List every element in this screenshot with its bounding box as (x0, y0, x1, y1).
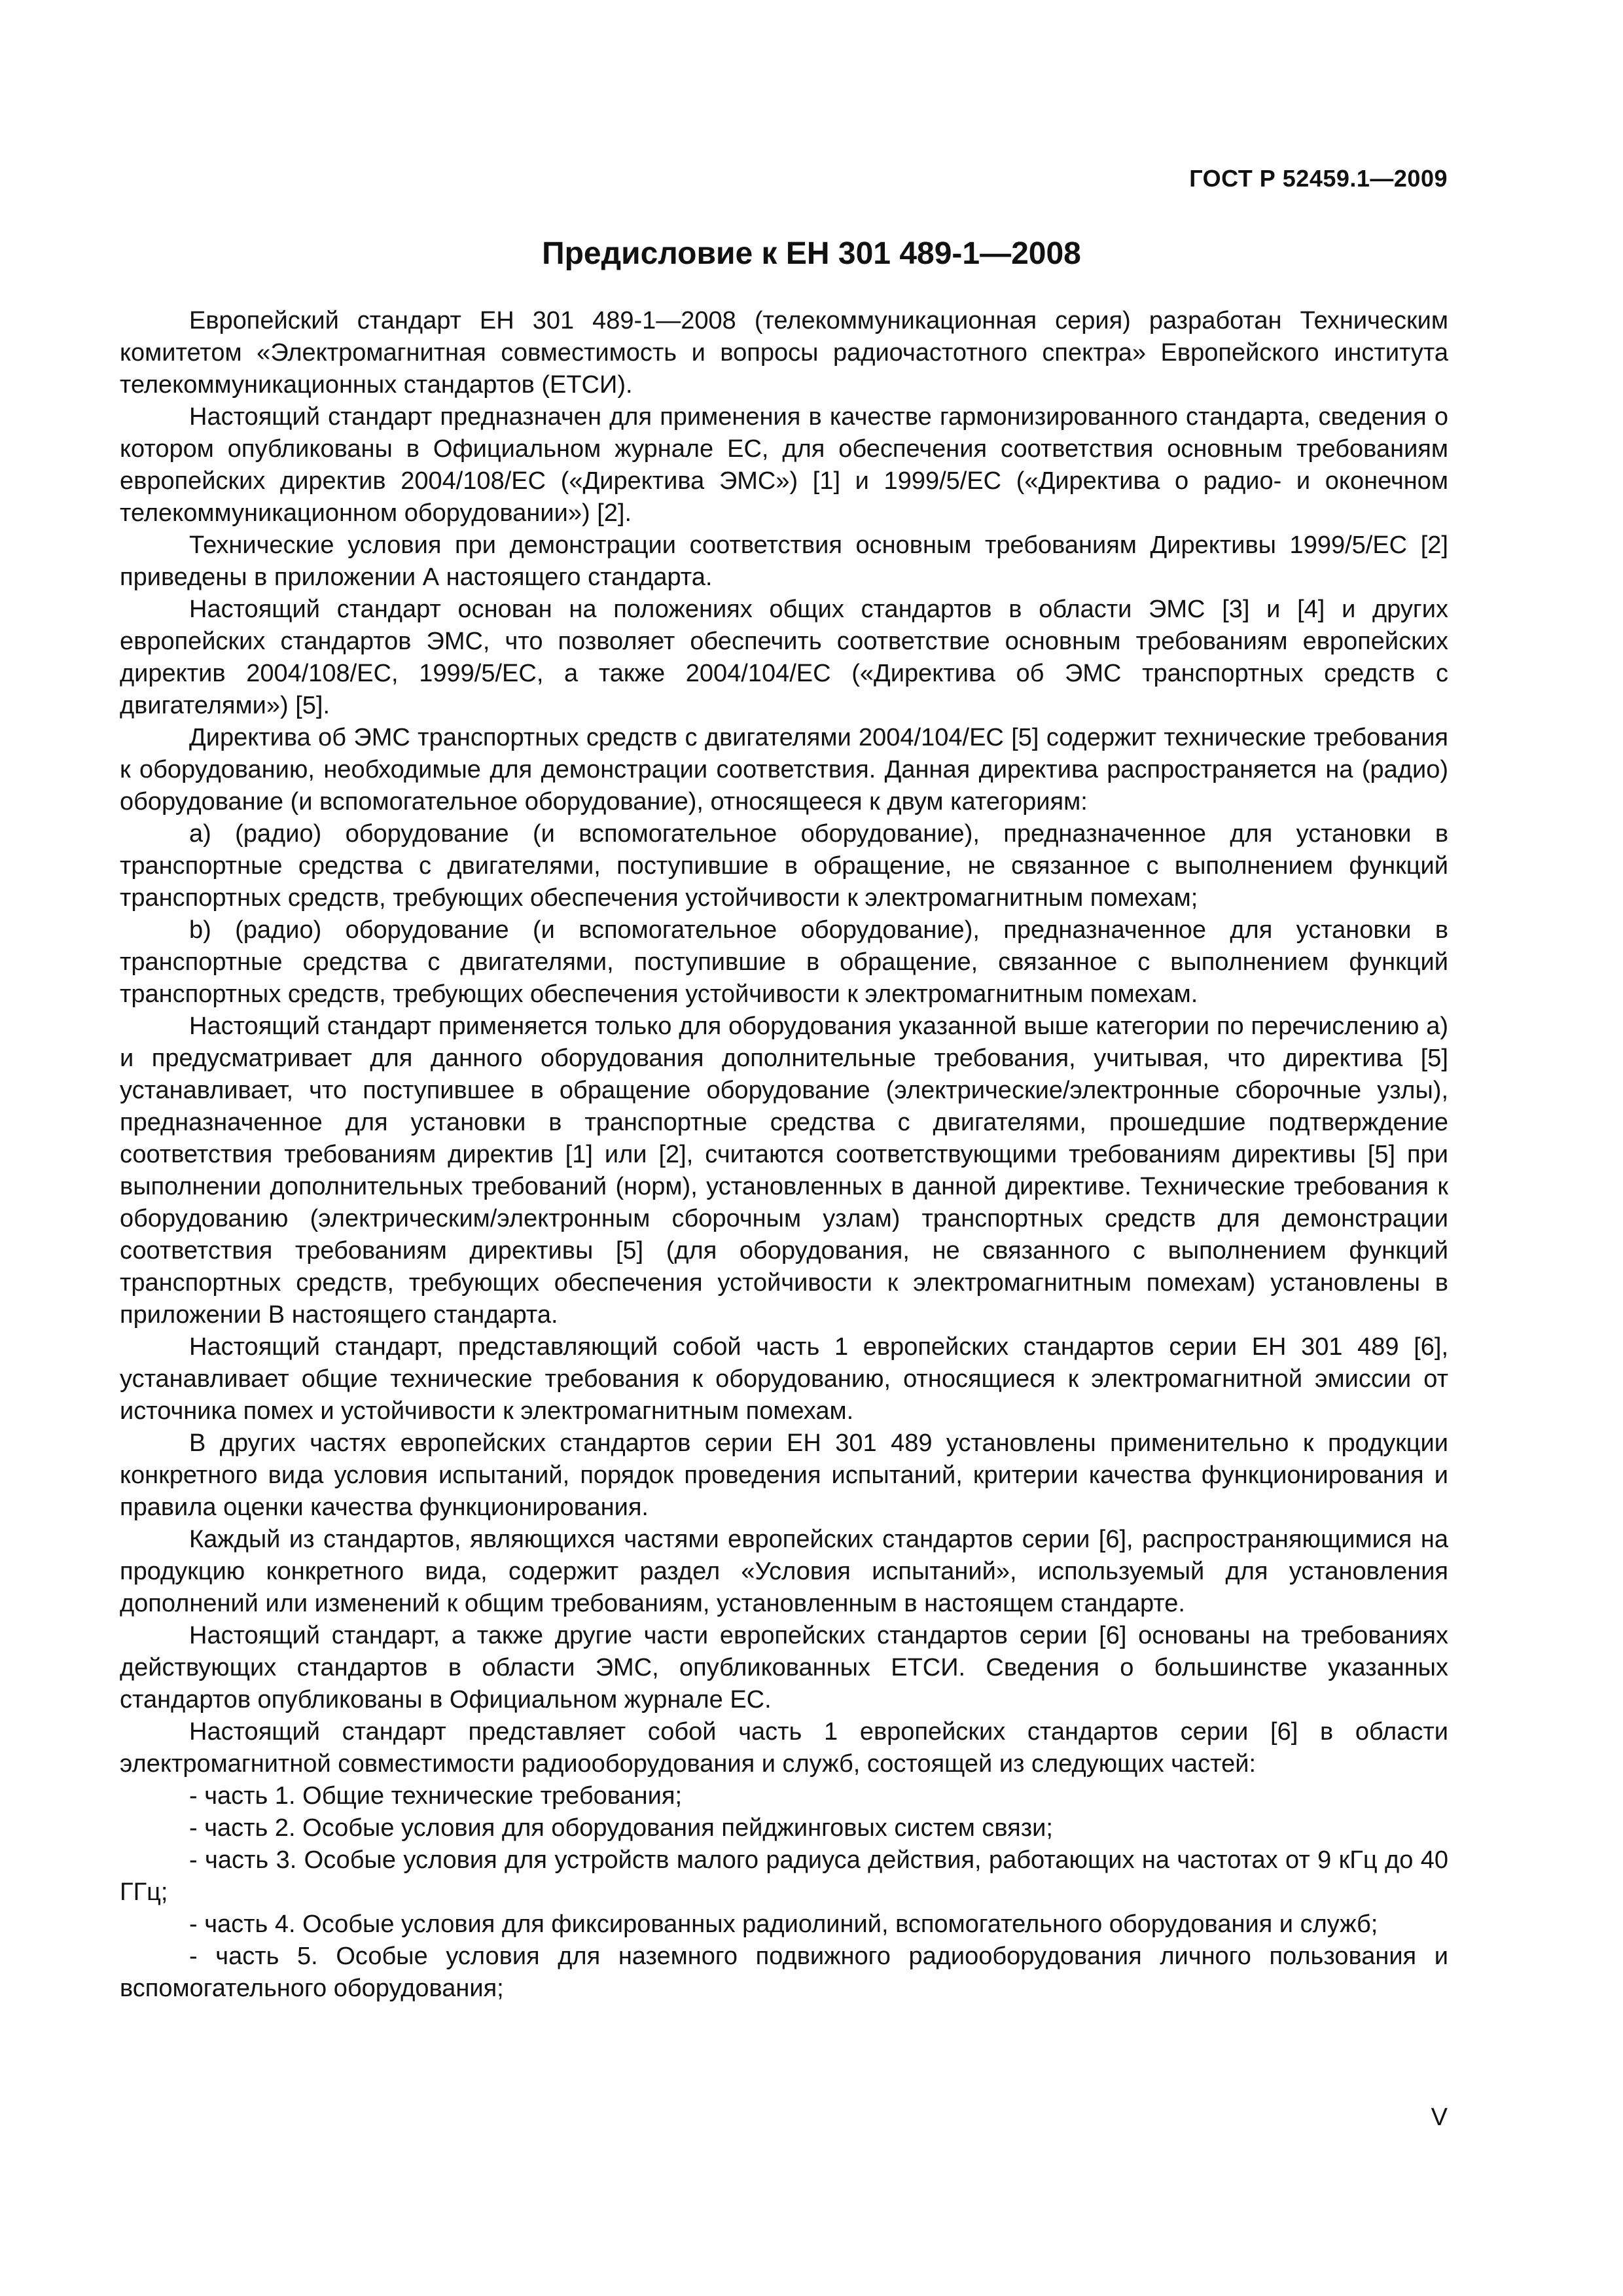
body-text (120, 305, 1448, 2005)
list-item-part: - часть 2. Особые условия для оборудования пейджинговых систем связи; (189, 1814, 1053, 1842)
paragraph: Настоящий стандарт представляет собой часть 1 европейских стандартов серии [6] в области электромагнитной совместимости радиооборудования и служб, состоящей из следующих частей: (120, 1718, 1448, 1778)
page-number: V (1431, 2104, 1448, 2131)
document-code: ГОСТ Р 52459.1—2009 (1189, 165, 1448, 192)
list-item-part: - часть 5. Особые условия для наземного подвижного радиооборудования личного пользования и вспомогательного оборудования; (120, 1943, 1448, 2002)
list-item-part: - часть 3. Особые условия для устройств малого радиуса действия, работающих на частотах от 9 кГц до 40 ГГц; (120, 1846, 1448, 1906)
paragraph: Директива об ЭМС транспортных средств с двигателями 2004/104/ЕС [5] содержит технические требования к оборудованию, необходимые для демонстрации соответствия. Данная директива распространяется на (радио) оборудование (и вспомогательное оборудование), относящееся к двум категориям: (120, 724, 1448, 816)
list-item-a: a) (радио) оборудование (и вспомогательное оборудование), предназначенное для установки в транспортные средства с двигателями, поступившие в обращение, не связанное с выполнением функций транспортных средств, требующих обеспечения устойчивости к электромагнитным помехам; (120, 820, 1448, 912)
paragraph: Настоящий стандарт, а также другие части европейских стандартов серии [6] основаны на требованиях действующих стандартов в области ЭМС, опубликованных ЕТСИ. Сведения о большинстве указанных стандартов опубликованы в Официальном журнале ЕС. (120, 1622, 1448, 1713)
paragraph: Каждый из стандартов, являющихся частями европейских стандартов серии [6], распространяющимися на продукцию конкретного вида, содержит раздел «Условия испытаний», используемый для установления дополнений или изменений к общим требованиям, установленным в настоящем стандарте. (120, 1526, 1448, 1617)
paragraph: Технические условия при демонстрации соответствия основным требованиям Директивы 1999/5/ЕС [2] приведены в приложении А настоящего стандарта. (120, 531, 1448, 591)
list-item-part: - часть 4. Особые условия для фиксированных радиолиний, вспомогательного оборудования и служб; (189, 1910, 1378, 1938)
paragraph: В других частях европейских стандартов серии ЕН 301 489 установлены применительно к продукции конкретного вида условия испытаний, порядок проведения испытаний, критерии качества функционирования и правила оценки качества функционирования. (120, 1429, 1448, 1521)
paragraph: Настоящий стандарт предназначен для применения в качестве гармонизированного стандарта, сведения о котором опубликованы в Официальном журнале ЕС, для обеспечения соответствия основным требованиям европейских директив 2004/108/ЕС («Директива ЭМС») [1] и 1999/5/ЕС («Директива о радио- и оконечном телекоммуникационном оборудовании») [2]. (120, 403, 1448, 527)
paragraph: Европейский стандарт ЕН 301 489-1—2008 (телекоммуникационная серия) разработан Техническим комитетом «Электромагнитная совместимость и вопросы радиочастотного спектра» Европейского института телекоммуникационных стандартов (ЕТСИ). (120, 307, 1448, 399)
section-title: Предисловие к ЕН 301 489-1—2008 (542, 236, 1081, 271)
list-item-part: - часть 1. Общие технические требования; (189, 1782, 683, 1810)
paragraph: Настоящий стандарт основан на положениях общих стандартов в области ЭМС [3] и [4] и других европейских стандартов ЭМС, что позволяет обеспечить соответствие основным требованиям европейских директив 2004/108/ЕС, 1999/5/ЕС, а также 2004/104/ЕС («Директива об ЭМС транспортных средств с двигателями») [5]. (120, 596, 1448, 719)
paragraph: Настоящий стандарт, представляющий собой часть 1 европейских стандартов серии ЕН 301 489 [6], устанавливает общие технические требования к оборудованию, относящиеся к электромагнитной эмиссии от источника помех и устойчивости к электромагнитным помехам. (120, 1333, 1448, 1425)
list-item-b: b) (радио) оборудование (и вспомогательное оборудование), предназначенное для установки в транспортные средства с двигателями, поступившие в обращение, связанное с выполнением функций транспортных средств, требующих обеспечения устойчивости к электромагнитным помехам. (120, 916, 1448, 1008)
paragraph: Настоящий стандарт применяется только для оборудования указанной выше категории по перечислению а) и предусматривает для данного оборудования дополнительные требования, учитывая, что директива [5] устанавливает, что поступившее в обращение оборудование (электрические/электронные сборочные узлы), предназначенное для установки в транспортные средства с двигателями, прошедшие подтверждение соответствия требованиям директив [1] или [2], считаются соответствующими требованиям директивы [5] при выполнении дополнительных требований (норм), установленных в данной директиве. Технические требования к оборудованию (электрическим/электронным сборочным узлам) транспортных средств для демонстрации соответствия требованиям директивы [5] (для оборудования, не связанного с выполнением функций транспортных средств, требующих обеспечения устойчивости к электромагнитным помехам) установлены в приложении В настоящего стандарта. (120, 1013, 1448, 1329)
